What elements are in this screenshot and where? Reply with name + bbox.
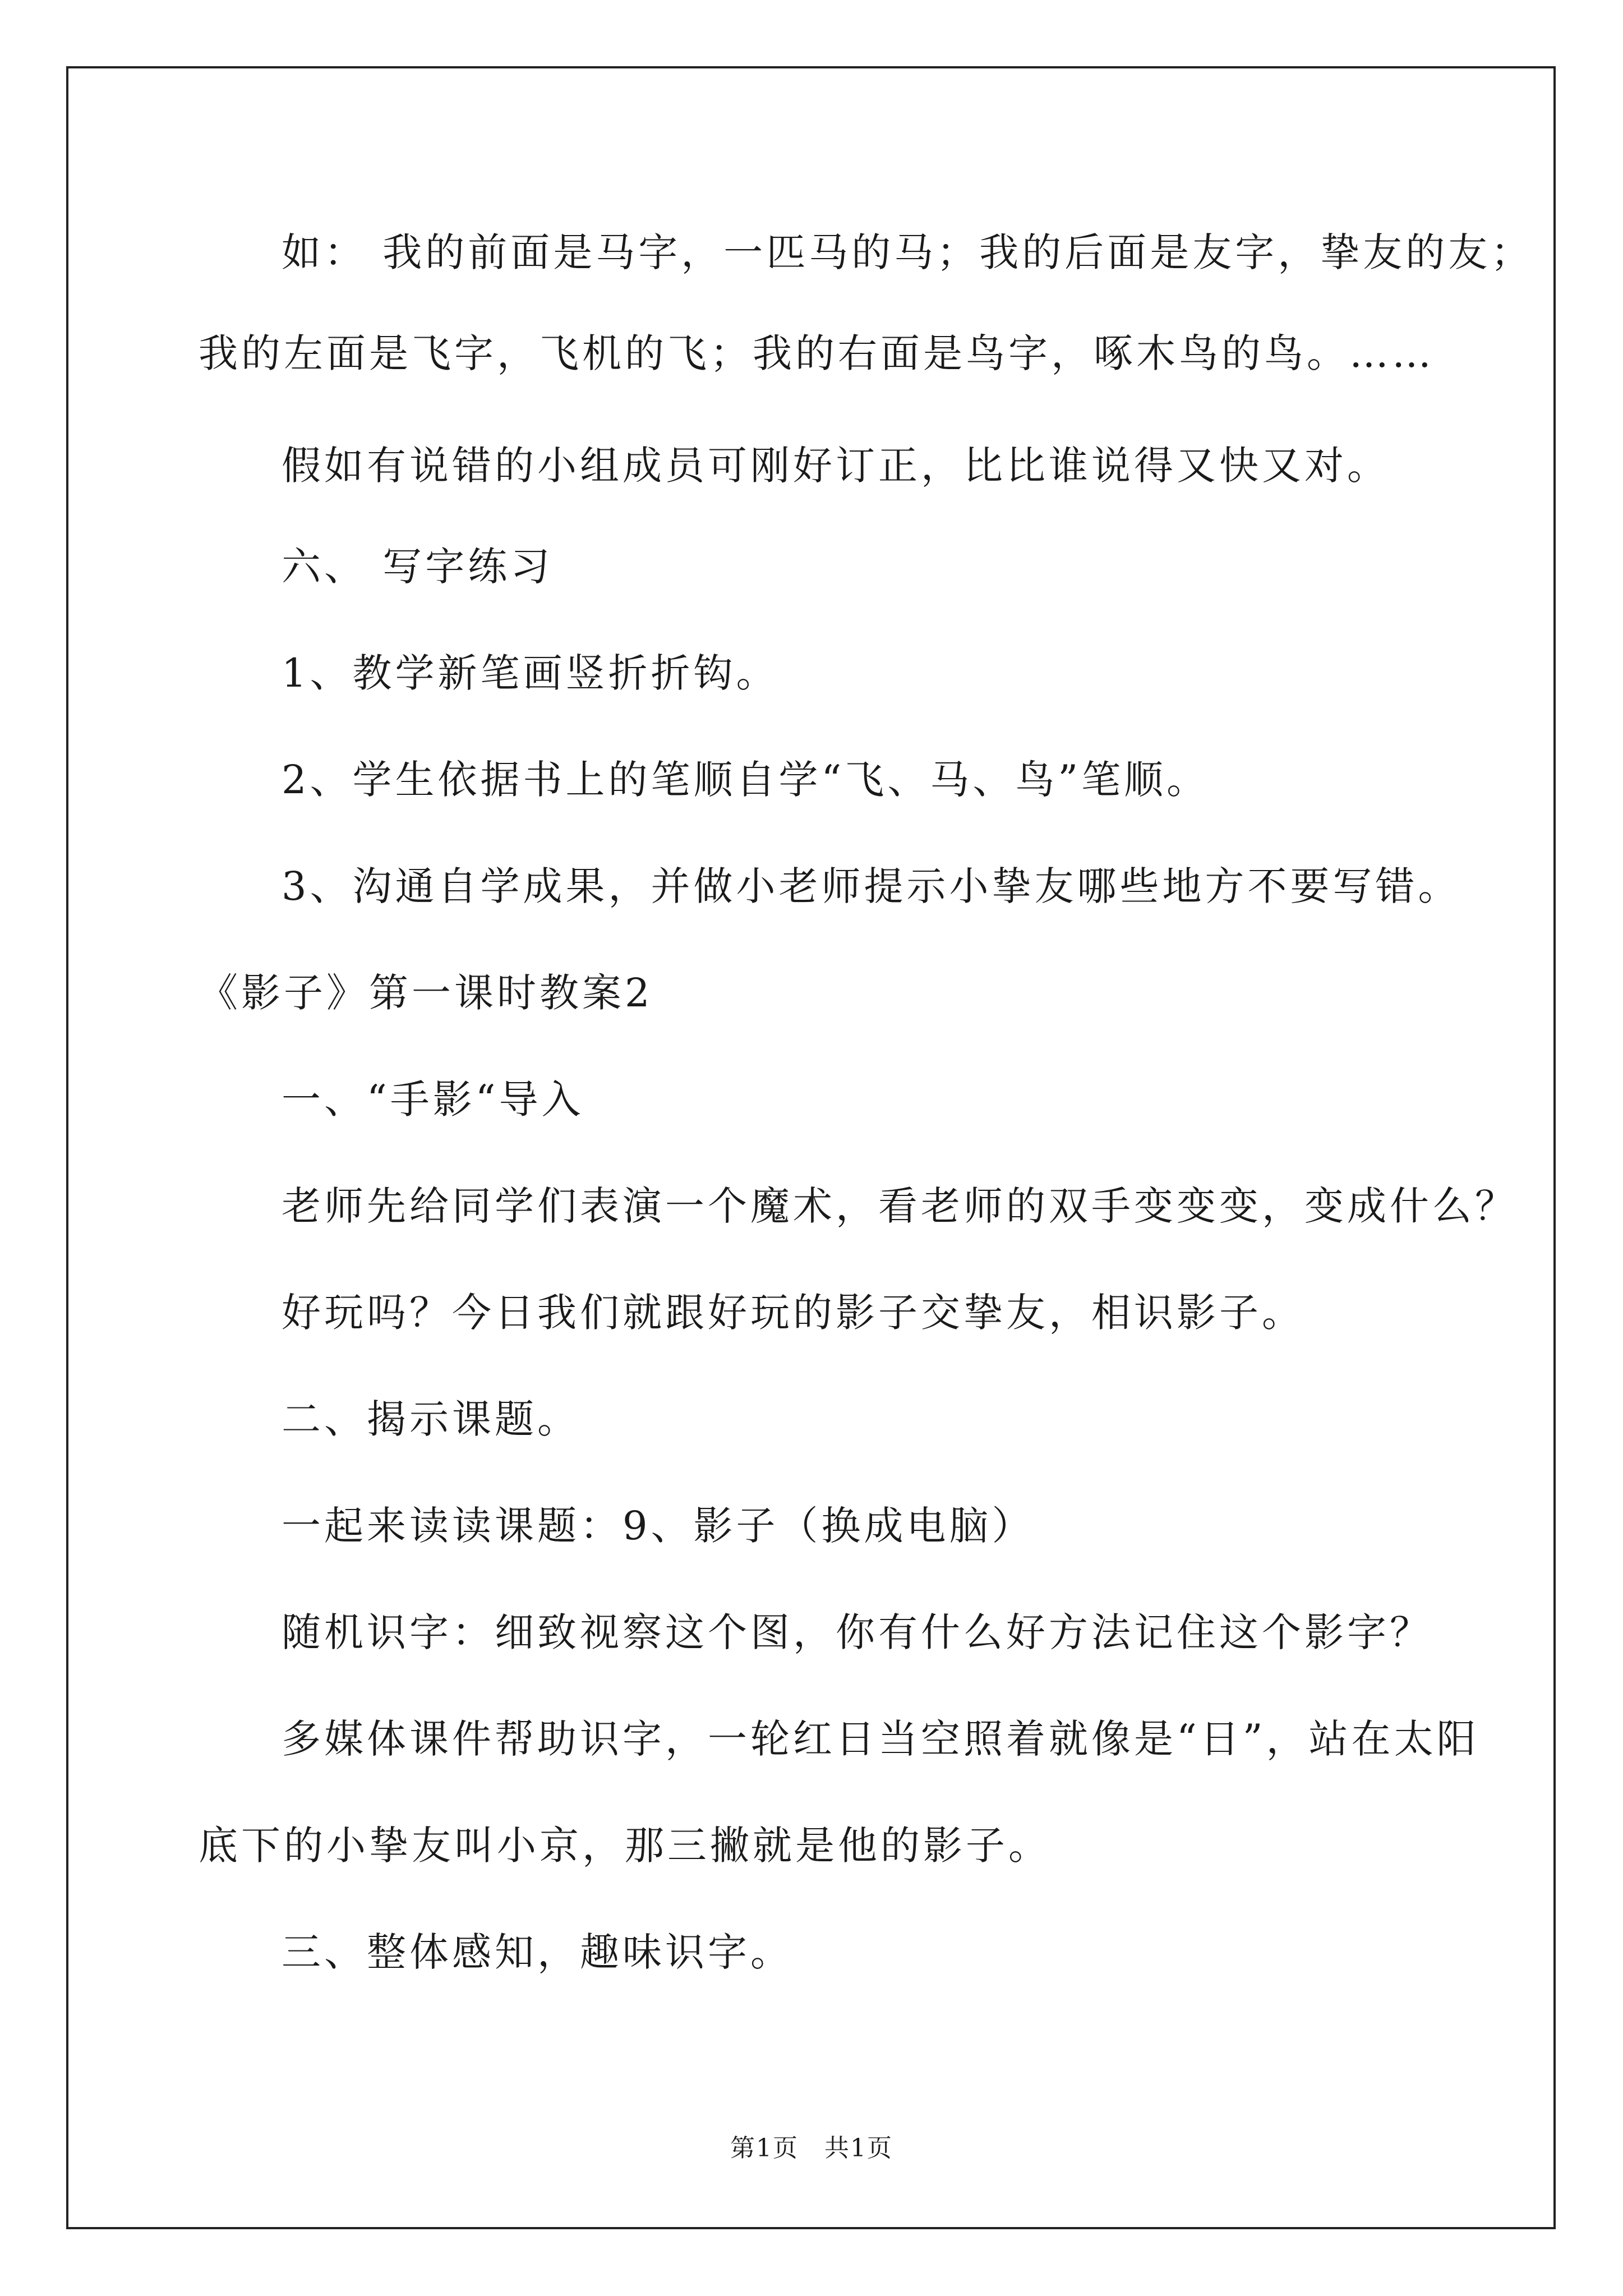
section-heading: 二、揭示课题。 [282, 1396, 580, 1442]
paragraph-line: 假如有说错的小组成员可刚好订正，比比谁说得又快又对。 [282, 443, 1390, 489]
section-heading: 六、 写字练习 [282, 544, 554, 590]
paragraph-line: 多媒体课件帮助识字，一轮红日当空照着就像是“日”，站在太阳 [282, 1716, 1479, 1762]
list-item: 1、教学新笔画竖折折钩。 [282, 650, 779, 696]
paragraph-line: 随机识字：细致视察这个图，你有什么好方法记住这个影字？ [282, 1609, 1432, 1655]
paragraph-line: 底下的小挚友叫小京，那三撇就是他的影子。 [199, 1823, 1051, 1869]
paragraph-line: 如： 我的前面是马字，一匹马的马；我的后面是友字，挚友的友； [282, 229, 1534, 275]
page-border [66, 66, 1556, 2229]
list-item: 2、学生依据书上的笔顺自学“飞、马、鸟”笔顺。 [282, 757, 1210, 803]
paragraph-line: 一起来读读课题：9、影子（换成电脑） [282, 1503, 1035, 1549]
list-item: 3、沟通自学成果，并做小老师提示小挚友哪些地方不要写错。 [282, 863, 1461, 909]
page-footer: 第1页 共1页 [730, 2134, 893, 2162]
paragraph-line: 我的左面是飞字，飞机的飞；我的右面是鸟字，啄木鸟的鸟。…… [199, 330, 1435, 376]
paragraph-line: 老师先给同学们表演一个魔术，看老师的双手变变变，变成什么？ [282, 1183, 1518, 1229]
section-heading: 三、整体感知，趣味识字。 [282, 1929, 793, 1975]
section-heading: 一、“手影“导入 [282, 1076, 584, 1122]
paragraph-line: 好玩吗？今日我们就跟好玩的影子交挚友，相识影子。 [282, 1290, 1304, 1336]
document-title: 《影子》第一课时教案2 [199, 970, 653, 1016]
